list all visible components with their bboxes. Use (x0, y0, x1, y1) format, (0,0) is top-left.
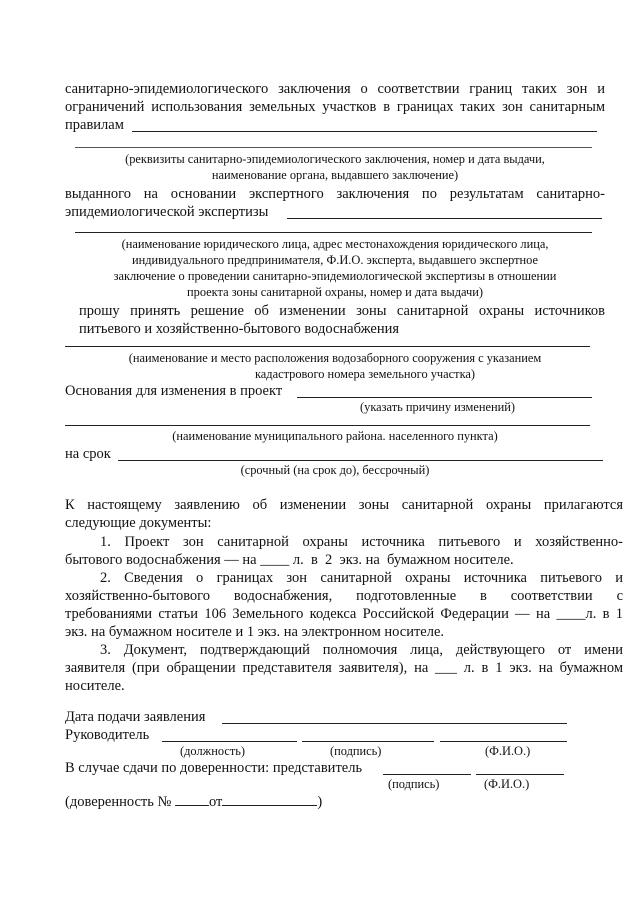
body-line: питьевого и хозяйственно-бытового водоснабжения (79, 321, 400, 337)
proxy-date-field[interactable] (222, 791, 317, 806)
caption: (наименование и место расположения водозаборного сооружения с указанием (128, 351, 542, 365)
body-line: эпидемиологической экспертизы (65, 204, 269, 220)
caption: (наименование юридического лица, адрес местонахождения юридического лица, (121, 237, 549, 251)
body-line: санитарно-эпидемиологического заключения о соответствии границ таких зон и (65, 81, 605, 97)
body-line: на срок (65, 446, 111, 462)
signature-field[interactable] (302, 741, 434, 742)
proxy-text: ) (317, 794, 323, 810)
fio-field[interactable] (440, 741, 567, 742)
caption: (должность) (180, 744, 246, 758)
caption: (наименование муниципального района. населенного пункта) (172, 429, 498, 443)
caption: проекта зоны санитарной охраны, номер и дата выдачи) (187, 285, 483, 299)
body-line: правилам (65, 117, 124, 133)
head-label: Руководитель (65, 727, 150, 743)
caption: (подпись) (330, 744, 382, 758)
list-item: 2. Сведения о границах зон санитарной охраны источника питьевого и (100, 570, 623, 586)
signature-field[interactable] (383, 774, 471, 775)
caption: кадастрового номера земельного участка) (254, 367, 476, 381)
caption: (Ф.И.О.) (485, 744, 531, 758)
list-item: требованиями статьи 106 Земельного кодекса Российской Федерации — на ____л. в 1 (65, 606, 623, 622)
body-line: Основания для изменения в проект (65, 383, 283, 399)
fill-line[interactable] (132, 131, 597, 132)
fill-line[interactable] (297, 397, 592, 398)
date-label: Дата подачи заявления (65, 709, 206, 725)
caption: (срочный (на срок до), бессрочный) (240, 463, 430, 477)
body-line: К настоящему заявлению об изменении зоны санитарной охраны прилагаются (65, 497, 623, 513)
list-item: 1. Проект зон санитарной охраны источника питьевого и хозяйственно- (100, 534, 623, 550)
fill-line[interactable] (75, 147, 592, 148)
list-item: хозяйственно-бытового водоснабжения, подготовленные в соответствии с (65, 588, 623, 604)
proxy-text: от (208, 794, 223, 810)
fio-field[interactable] (476, 774, 564, 775)
list-item: экз. на бумажном носителе и 1 экз. на электронном носителе. (65, 624, 445, 640)
fill-line[interactable] (287, 218, 602, 219)
caption: индивидуального предпринимателя, Ф.И.О. эксперта, выдавшего экспертное (131, 253, 538, 267)
proxy-line (65, 791, 322, 811)
position-field[interactable] (162, 741, 297, 742)
list-item: заявителя (при обращении представителя заявителя), на ___ л. в 1 экз. на бумажном (65, 660, 623, 676)
list-item: бытового водоснабжения — на ____ л. в 2 экз. на бумажном носителе. (65, 552, 514, 568)
body-line: выданного на основании экспертного заключения по результатам санитарно- (65, 186, 605, 202)
proxy-number-field[interactable] (175, 791, 209, 806)
fill-line[interactable] (65, 425, 590, 426)
proxy-text: (доверенность № (65, 794, 172, 810)
body-line: следующие документы: (65, 515, 212, 531)
proxy-label: В случае сдачи по доверенности: представитель (65, 760, 363, 776)
fill-line[interactable] (75, 232, 592, 233)
body-line: ограничений использования земельных участков в границах таких зон санитарным (65, 99, 605, 115)
caption: наименование органа, выдавшего заключение) (211, 168, 459, 182)
caption: (реквизиты санитарно-эпидемиологического заключения, номер и дата выдачи, (125, 152, 545, 166)
fill-line[interactable] (118, 460, 603, 461)
caption: заключение о проведении санитарно-эпидемиологической экспертизы в отношении (113, 269, 557, 283)
caption: (указать причину изменений) (360, 400, 515, 414)
fill-line[interactable] (65, 346, 590, 347)
date-field[interactable] (222, 723, 567, 724)
caption: (подпись) (388, 777, 440, 791)
caption: (Ф.И.О.) (484, 777, 530, 791)
list-item: 3. Документ, подтверждающий полномочия лица, действующего от имени (100, 642, 623, 658)
body-line: прошу принять решение об изменении зоны санитарной охраны источников (79, 303, 605, 319)
list-item: носителе. (65, 678, 125, 694)
